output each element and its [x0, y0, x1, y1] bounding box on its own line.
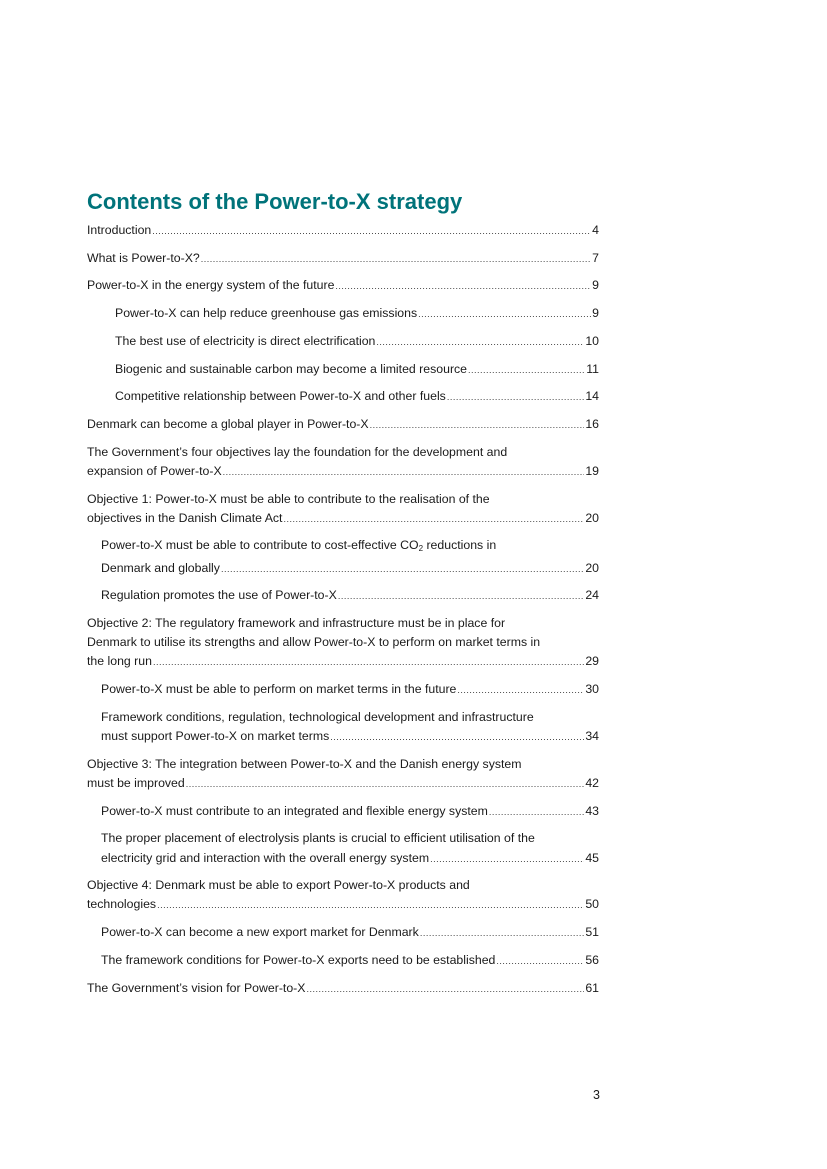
dot-leader — [468, 361, 585, 380]
dot-leader — [223, 463, 585, 482]
toc-entry-line — [101, 951, 599, 971]
toc-entry[interactable] — [87, 923, 599, 943]
toc-entry-title: Power-to-X in the energy system of the future — [87, 278, 335, 293]
toc-entry-title: the long run — [87, 654, 152, 669]
dot-leader — [430, 850, 584, 869]
toc-entry-line — [115, 332, 599, 352]
toc-entry-title: The framework conditions for Power-to-X exports need to be established — [101, 952, 496, 967]
toc-entry-title: must be improved — [87, 775, 185, 790]
dot-leader — [186, 775, 585, 794]
dot-leader — [338, 587, 584, 606]
dot-leader — [376, 333, 584, 352]
toc-page-number: 20 — [585, 510, 599, 525]
toc-entry-title: Denmark can become a global player in Power-to-X — [87, 416, 369, 431]
toc-entry[interactable] — [87, 829, 599, 868]
toc-entry-title: Introduction — [87, 223, 152, 237]
dot-leader — [420, 924, 585, 943]
toc-entry-title: Power-to-X can become a new export market for Denmark — [101, 925, 419, 940]
toc-entry-title-line: Objective 2: The regulatory framework and infrastructure must be in place for — [87, 616, 506, 631]
toc-entry-line — [101, 802, 599, 822]
toc-entry[interactable] — [87, 876, 599, 915]
toc-page-number: 56 — [585, 952, 599, 967]
toc-entry-title: electricity grid and interaction with the overall energy system — [101, 850, 430, 865]
toc-entry[interactable] — [87, 490, 599, 529]
toc-entry[interactable] — [87, 979, 599, 999]
toc-page-number: 20 — [585, 560, 599, 575]
toc-entry-title-line: Objective 1: Power-to-X must be able to contribute to the realisation of the — [87, 491, 490, 506]
toc-entry-line — [101, 586, 599, 606]
toc-entry[interactable] — [87, 951, 599, 971]
toc-entry-title-line: The Government’s four objectives lay the foundation for the development and — [87, 444, 508, 459]
toc-entry[interactable] — [87, 708, 599, 747]
toc-page-number: 43 — [585, 803, 599, 818]
toc-entry-line — [115, 387, 599, 407]
dot-leader — [201, 250, 591, 269]
toc-page-number: 42 — [585, 775, 599, 790]
toc-page-number: 9 — [592, 278, 599, 293]
toc-page-number: 51 — [585, 925, 599, 940]
toc-entry[interactable] — [87, 755, 599, 794]
toc-entry-title: Biogenic and sustainable carbon may become a limited resource — [115, 361, 468, 376]
toc-page-number: 50 — [585, 897, 599, 912]
toc-entry-line — [87, 979, 599, 999]
toc-entry-title: The best use of electricity is direct electrification — [115, 333, 376, 348]
toc-entry[interactable] — [87, 614, 599, 673]
toc-entry-title: Power-to-X can help reduce greenhouse gas emissions — [115, 306, 418, 321]
toc-entry[interactable] — [87, 443, 599, 482]
toc-entry[interactable] — [87, 680, 599, 700]
dot-leader — [457, 681, 584, 700]
toc-entry-line — [101, 680, 599, 700]
dot-leader — [447, 388, 584, 407]
dot-leader — [152, 222, 591, 241]
toc-page-number: 4 — [592, 223, 599, 237]
toc-entry-title: Power-to-X must be able to perform on market terms in the future — [101, 682, 457, 697]
toc-page-number: 45 — [585, 850, 599, 865]
toc-entry[interactable] — [87, 332, 599, 352]
toc-entry[interactable] — [87, 802, 599, 822]
dot-leader — [370, 416, 585, 435]
toc-entry-title: must support Power-to-X on market terms — [101, 729, 330, 744]
toc-entry-line — [115, 360, 599, 380]
dot-leader — [306, 980, 584, 999]
toc-page-number: 14 — [585, 389, 599, 404]
toc-entry-line — [87, 462, 599, 482]
toc-entry-title-line: Framework conditions, regulation, technological development and infrastructure — [101, 709, 534, 724]
toc-entry-line — [87, 221, 599, 241]
dot-leader — [489, 803, 584, 822]
table-of-contents — [87, 221, 599, 1006]
toc-entry-title: What is Power-to-X? — [87, 250, 200, 265]
toc-entry-title-line: Objective 4: Denmark must be able to export Power-to-X products and — [87, 878, 470, 893]
toc-page-number: 10 — [585, 333, 599, 348]
page-number: 3 — [593, 1088, 600, 1102]
toc-entry-line — [87, 249, 599, 269]
toc-entry-title: Power-to-X must contribute to an integrated and flexible energy system — [101, 803, 488, 818]
toc-page-number: 7 — [592, 250, 599, 265]
toc-entry-title-line: Power-to-X must be able to contribute to cost-effective $CO_2$ reductions in — [101, 538, 497, 554]
toc-entry-line — [87, 652, 599, 672]
toc-entry-title: technologies — [87, 897, 157, 912]
toc-page-number: 61 — [585, 980, 599, 995]
toc-entry-line — [87, 895, 599, 915]
toc-page-number: 24 — [585, 588, 599, 603]
toc-entry[interactable] — [87, 536, 599, 578]
page-title: Contents of the Power-to-X strategy — [87, 189, 463, 214]
toc-page-number: 19 — [585, 463, 599, 478]
dot-leader — [496, 952, 584, 971]
toc-entry-line — [87, 509, 599, 529]
toc-entry[interactable] — [87, 387, 599, 407]
toc-page-number: 9 — [592, 306, 599, 321]
dot-leader — [335, 277, 591, 296]
dot-leader — [418, 305, 591, 324]
dot-leader — [283, 510, 584, 529]
toc-entry-line — [87, 774, 599, 794]
toc-entry-title: expansion of Power-to-X — [87, 463, 222, 478]
toc-entry-line — [101, 849, 599, 869]
toc-entry-line — [101, 727, 599, 747]
toc-entry-title: The Government’s vision for Power-to-X — [87, 980, 306, 995]
toc-entry-line — [101, 559, 599, 579]
toc-entry-title-line: Objective 3: The integration between Power-to-X and the Danish energy system — [87, 756, 522, 771]
toc-page-number: 11 — [586, 361, 599, 376]
toc-entry[interactable] — [87, 276, 599, 296]
dot-leader — [153, 653, 584, 672]
toc-entry-title: Regulation promotes the use of Power-to-X — [101, 588, 337, 603]
toc-entry-line — [115, 304, 599, 324]
toc-entry[interactable] — [87, 360, 599, 380]
toc-page-number: 16 — [585, 416, 599, 431]
toc-entry[interactable] — [87, 304, 599, 324]
toc-entry[interactable] — [87, 586, 599, 606]
toc-entry[interactable] — [87, 415, 599, 435]
dot-leader — [221, 560, 584, 579]
toc-entry-title: Competitive relationship between Power-to-X and other fuels — [115, 389, 446, 404]
toc-page-number: 30 — [585, 682, 599, 697]
toc-entry-line — [101, 923, 599, 943]
toc-page-number: 34 — [585, 729, 599, 744]
toc-entry-title-line: The proper placement of electrolysis plants is crucial to efficient utilisation of the — [101, 831, 535, 846]
toc-entry[interactable] — [87, 221, 599, 241]
toc-entry-line — [87, 276, 599, 296]
dot-leader — [157, 896, 584, 915]
toc-entry-title-line: Denmark to utilise its strengths and allow Power-to-X to perform on market terms in — [87, 635, 541, 650]
toc-entry-line — [87, 415, 599, 435]
toc-entry-title: Denmark and globally — [101, 560, 220, 575]
toc-entry-title: objectives in the Danish Climate Act — [87, 510, 283, 525]
dot-leader — [330, 728, 584, 747]
toc-entry[interactable] — [87, 249, 599, 269]
toc-page-number: 29 — [585, 654, 599, 669]
